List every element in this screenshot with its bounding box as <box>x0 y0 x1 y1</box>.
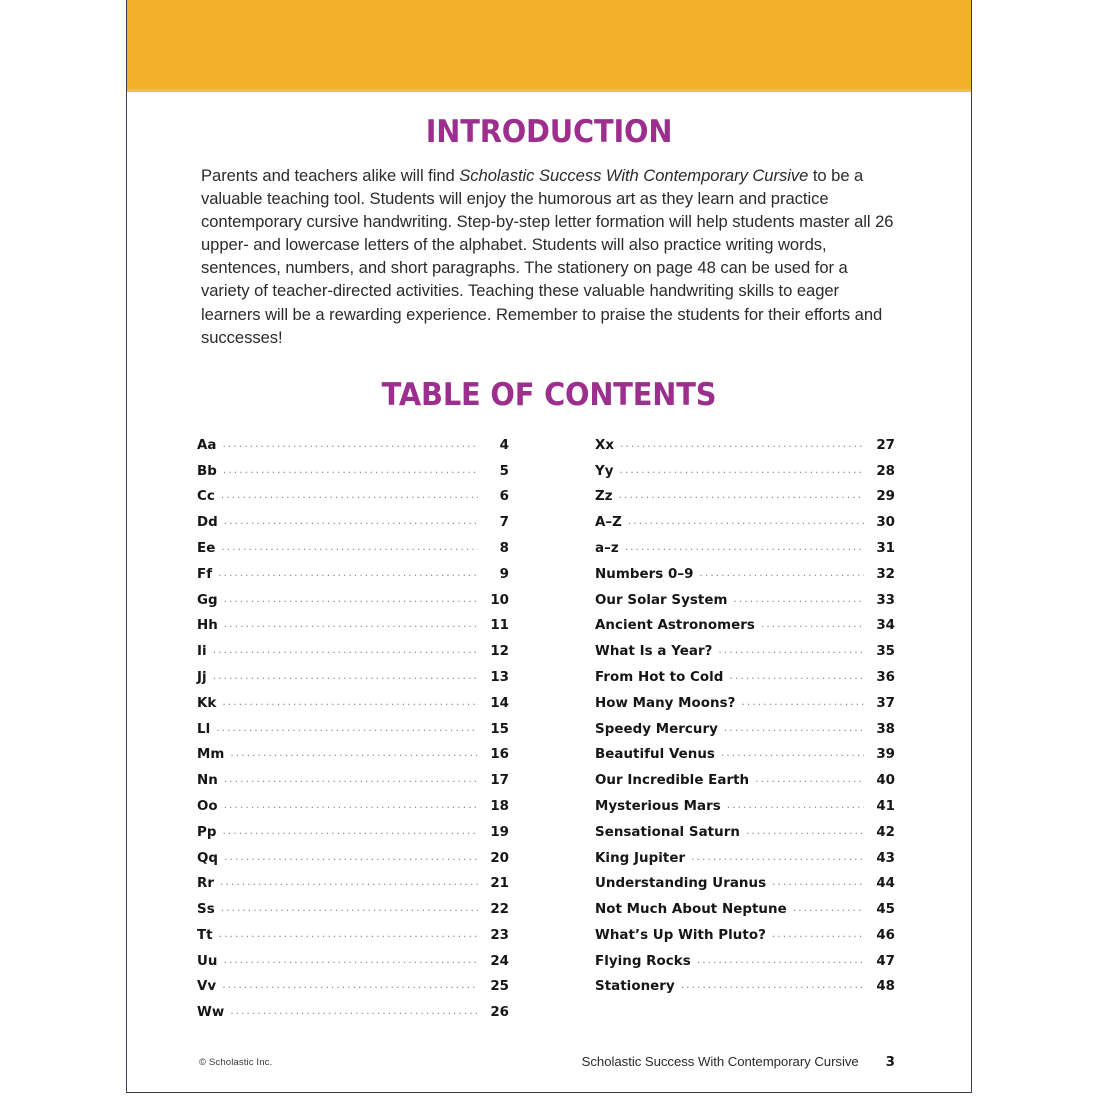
toc-entry-page-number: 48 <box>876 979 895 995</box>
toc-entry[interactable] <box>595 717 895 743</box>
toc-dot-leader <box>213 643 478 655</box>
toc-dot-leader <box>699 566 864 578</box>
toc-entry-page-number: 17 <box>490 773 509 789</box>
toc-entry[interactable] <box>197 459 509 485</box>
toc-dot-leader <box>691 850 864 862</box>
toc-entry[interactable] <box>197 742 509 768</box>
toc-entry[interactable] <box>595 562 895 588</box>
toc-entry-page-number: 16 <box>490 747 509 763</box>
toc-entry[interactable] <box>197 846 509 872</box>
toc-entry-title: Numbers 0–9 <box>595 566 694 582</box>
toc-entry[interactable] <box>595 897 895 923</box>
toc-dot-leader <box>721 746 864 758</box>
toc-entry-page-number: 35 <box>876 644 895 660</box>
toc-column-left <box>127 433 523 1026</box>
toc-entry-page-number: 18 <box>490 798 509 814</box>
toc-entry[interactable] <box>595 742 895 768</box>
introduction-paragraph <box>127 150 971 349</box>
document-page <box>126 0 972 1093</box>
toc-entry-page-number: 22 <box>490 902 509 918</box>
table-of-contents <box>127 413 971 1026</box>
toc-entry-page-number: 33 <box>876 592 895 608</box>
toc-dot-leader <box>628 514 864 526</box>
toc-entry[interactable] <box>595 768 895 794</box>
toc-entry-title: Pp <box>197 824 217 840</box>
toc-dot-leader <box>772 875 864 887</box>
toc-entry-page-number: 20 <box>490 850 509 866</box>
toc-entry[interactable] <box>197 613 509 639</box>
toc-dot-leader <box>625 540 864 552</box>
toc-dot-leader <box>224 772 478 784</box>
toc-dot-leader <box>741 695 864 707</box>
toc-entry-title: Gg <box>197 592 218 608</box>
toc-dot-leader <box>220 875 478 887</box>
toc-entry-title: What Is a Year? <box>595 644 713 660</box>
toc-entry[interactable] <box>197 949 509 975</box>
toc-entry[interactable] <box>197 794 509 820</box>
introduction-heading: INTRODUCTION <box>425 114 673 150</box>
toc-dot-leader <box>697 953 864 965</box>
toc-entry-title: Nn <box>197 773 218 789</box>
toc-entry-title: Zz <box>595 489 613 505</box>
toc-entry-title: Ff <box>197 566 213 582</box>
toc-entry-title: Yy <box>595 463 614 479</box>
toc-dot-leader <box>221 488 478 500</box>
toc-dot-leader <box>219 927 478 939</box>
footer-right-group <box>582 1054 895 1070</box>
toc-dot-leader <box>772 927 864 939</box>
toc-entry[interactable] <box>595 846 895 872</box>
toc-entry-title: A–Z <box>595 515 622 531</box>
toc-entry[interactable] <box>197 1000 509 1026</box>
toc-dot-leader <box>223 437 479 449</box>
toc-entry-page-number: 41 <box>876 798 895 814</box>
toc-entry-title: a–z <box>595 540 619 556</box>
toc-entry[interactable] <box>197 484 509 510</box>
toc-dot-leader <box>793 901 864 913</box>
toc-entry-title: Ancient Astronomers <box>595 618 755 634</box>
toc-entry-title: Hh <box>197 618 218 634</box>
toc-dot-leader <box>216 721 478 733</box>
toc-entry-title: Qq <box>197 850 219 866</box>
toc-entry[interactable] <box>197 536 509 562</box>
toc-dot-leader <box>718 643 864 655</box>
toc-dot-leader <box>224 798 478 810</box>
toc-entry-title: Jj <box>197 669 207 685</box>
toc-dot-leader <box>761 617 864 629</box>
toc-entry-page-number: 46 <box>876 927 895 943</box>
toc-entry[interactable] <box>197 871 509 897</box>
toc-entry-title: Speedy Mercury <box>595 721 718 737</box>
toc-entry[interactable] <box>595 433 895 459</box>
toc-dot-leader <box>218 566 478 578</box>
toc-entry[interactable] <box>595 691 895 717</box>
toc-dot-leader <box>681 978 864 990</box>
toc-entry-page-number: 13 <box>490 669 509 685</box>
toc-dot-leader <box>729 669 864 681</box>
toc-dot-leader <box>724 721 864 733</box>
toc-entry-page-number: 27 <box>876 437 895 453</box>
intro-text-part1: Parents and teachers alike will find <box>201 166 460 185</box>
toc-entry-title: Aa <box>197 437 217 453</box>
toc-entry[interactable] <box>197 768 509 794</box>
toc-entry[interactable] <box>197 820 509 846</box>
footer-page-number: 3 <box>885 1055 895 1070</box>
toc-entry[interactable] <box>595 639 895 665</box>
toc-dot-leader <box>221 901 478 913</box>
toc-dot-leader <box>620 437 864 449</box>
toc-entry[interactable] <box>197 639 509 665</box>
toc-entry-title: Rr <box>197 876 215 892</box>
toc-entry[interactable] <box>595 484 895 510</box>
toc-entry-page-number: 19 <box>490 824 509 840</box>
toc-entry-page-number: 7 <box>499 515 509 531</box>
toc-dot-leader <box>619 488 864 500</box>
toc-entry-page-number: 40 <box>876 773 895 789</box>
toc-entry[interactable] <box>197 510 509 536</box>
toc-entry-title: Vv <box>197 979 217 995</box>
toc-dot-leader <box>224 592 478 604</box>
intro-text-part2: to be a valuable teaching tool. Students will enjoy the humorous art as they learn and practice contemporary cursive handwriting. Step-by-step letter formation will help students master all 26 upper- and lowercase letters of the alphabet. Students will also practice writing words, sentences, numbers, and short paragraphs. The stationery on page 48 can be used for a variety of teacher-directed activities. Teaching these valuable handwriting skills to eager learners will be a rewarding experience. Remember to praise the students for their efforts and successes! <box>201 166 894 347</box>
toc-entry-page-number: 36 <box>876 669 895 685</box>
toc-dot-leader <box>223 463 478 475</box>
toc-dot-leader <box>746 824 864 836</box>
toc-entry-page-number: 24 <box>490 953 509 969</box>
toc-dot-leader <box>224 617 478 629</box>
toc-entry-title: Ee <box>197 540 216 556</box>
toc-entry-page-number: 14 <box>490 695 509 711</box>
toc-entry[interactable] <box>595 588 895 614</box>
table-of-contents-heading: TABLE OF CONTENTS <box>381 376 717 413</box>
toc-entry[interactable] <box>595 974 895 1000</box>
toc-entry[interactable] <box>197 588 509 614</box>
toc-entry-title: Oo <box>197 798 218 814</box>
toc-entry-page-number: 31 <box>876 540 895 556</box>
toc-entry[interactable] <box>197 923 509 949</box>
toc-entry-page-number: 25 <box>490 979 509 995</box>
toc-entry-title: Mm <box>197 747 225 763</box>
toc-entry-page-number: 12 <box>490 644 509 660</box>
toc-entry[interactable] <box>197 897 509 923</box>
toc-entry-title: Ll <box>197 721 211 737</box>
toc-dot-leader <box>213 669 478 681</box>
toc-entry-page-number: 5 <box>499 463 509 479</box>
toc-entry-title: Our Solar System <box>595 592 728 608</box>
toc-entry-title: Not Much About Neptune <box>595 902 787 918</box>
toc-entry-page-number: 6 <box>499 489 509 505</box>
toc-entry-page-number: 37 <box>876 695 895 711</box>
toc-entry[interactable] <box>197 974 509 1000</box>
toc-entry-page-number: 39 <box>876 747 895 763</box>
toc-entry-page-number: 47 <box>876 953 895 969</box>
toc-entry[interactable] <box>595 510 895 536</box>
toc-entry-page-number: 9 <box>499 566 509 582</box>
toc-entry-title: Cc <box>197 489 215 505</box>
toc-entry-title: Ss <box>197 902 215 918</box>
page-content <box>127 92 971 1092</box>
toc-entry[interactable] <box>197 665 509 691</box>
toc-entry-title: Ww <box>197 1005 225 1021</box>
toc-dot-leader <box>734 592 865 604</box>
toc-dot-leader <box>222 695 478 707</box>
toc-entry[interactable] <box>595 459 895 485</box>
toc-entry-title: What’s Up With Pluto? <box>595 927 766 943</box>
toc-entry[interactable] <box>595 794 895 820</box>
toc-entry-page-number: 10 <box>490 592 509 608</box>
toc-entry[interactable] <box>197 717 509 743</box>
toc-entry-page-number: 42 <box>876 824 895 840</box>
toc-entry-page-number: 28 <box>876 463 895 479</box>
toc-entry-title: Xx <box>595 437 615 453</box>
toc-dot-leader <box>727 798 864 810</box>
toc-entry-page-number: 23 <box>490 927 509 943</box>
toc-dot-leader <box>620 463 864 475</box>
toc-entry-title: King Jupiter <box>595 850 686 866</box>
toc-entry[interactable] <box>197 433 509 459</box>
toc-entry-title: Ii <box>197 644 207 660</box>
toc-dot-leader <box>230 1004 478 1016</box>
toc-entry-title: Dd <box>197 515 218 531</box>
toc-entry[interactable] <box>595 665 895 691</box>
toc-entry-page-number: 43 <box>876 850 895 866</box>
toc-entry-title: Our Incredible Earth <box>595 773 750 789</box>
toc-entry-title: Bb <box>197 463 217 479</box>
toc-column-right <box>523 433 972 1026</box>
toc-entry-page-number: 30 <box>876 515 895 531</box>
toc-dot-leader <box>223 824 479 836</box>
toc-dot-leader <box>224 953 478 965</box>
header-color-band <box>127 0 971 92</box>
toc-entry-page-number: 8 <box>499 540 509 556</box>
toc-entry-title: Beautiful Venus <box>595 747 715 763</box>
toc-entry-title: Sensational Saturn <box>595 824 740 840</box>
toc-entry-title: Stationery <box>595 979 675 995</box>
toc-entry[interactable] <box>595 536 895 562</box>
toc-entry-title: Understanding Uranus <box>595 876 767 892</box>
toc-entry-page-number: 34 <box>876 618 895 634</box>
toc-entry-page-number: 29 <box>876 489 895 505</box>
toc-entry-page-number: 11 <box>490 618 509 634</box>
intro-book-title: Scholastic Success With Contemporary Cursive <box>459 166 809 185</box>
toc-entry-title: How Many Moons? <box>595 695 736 711</box>
toc-entry[interactable] <box>595 949 895 975</box>
toc-dot-leader <box>224 850 478 862</box>
toc-entry[interactable] <box>595 613 895 639</box>
toc-entry[interactable] <box>595 871 895 897</box>
footer-book-title: Scholastic Success With Contemporary Cursive <box>581 1054 859 1069</box>
toc-entry[interactable] <box>197 691 509 717</box>
toc-dot-leader <box>221 540 478 552</box>
toc-entry-title: From Hot to Cold <box>595 669 724 685</box>
toc-entry-page-number: 15 <box>490 721 509 737</box>
toc-dot-leader <box>222 978 478 990</box>
toc-entry-title: Tt <box>197 927 213 943</box>
toc-dot-leader <box>755 772 864 784</box>
toc-entry-page-number: 4 <box>499 437 509 453</box>
toc-entry-title: Uu <box>197 953 218 969</box>
toc-entry[interactable] <box>595 923 895 949</box>
toc-dot-leader <box>224 514 478 526</box>
toc-entry-page-number: 26 <box>490 1005 509 1021</box>
toc-entry-page-number: 32 <box>876 566 895 582</box>
toc-entry-title: Mysterious Mars <box>595 798 721 814</box>
footer-copyright: © Scholastic Inc. <box>199 1056 273 1068</box>
toc-entry-title: Kk <box>197 695 217 711</box>
page-footer <box>127 1052 971 1072</box>
toc-entry[interactable] <box>595 820 895 846</box>
toc-entry-title: Flying Rocks <box>595 953 691 969</box>
toc-entry-page-number: 38 <box>876 721 895 737</box>
toc-entry-page-number: 45 <box>876 902 895 918</box>
toc-entry-page-number: 44 <box>876 876 895 892</box>
toc-entry[interactable] <box>197 562 509 588</box>
toc-dot-leader <box>230 746 478 758</box>
toc-entry-page-number: 21 <box>490 876 509 892</box>
